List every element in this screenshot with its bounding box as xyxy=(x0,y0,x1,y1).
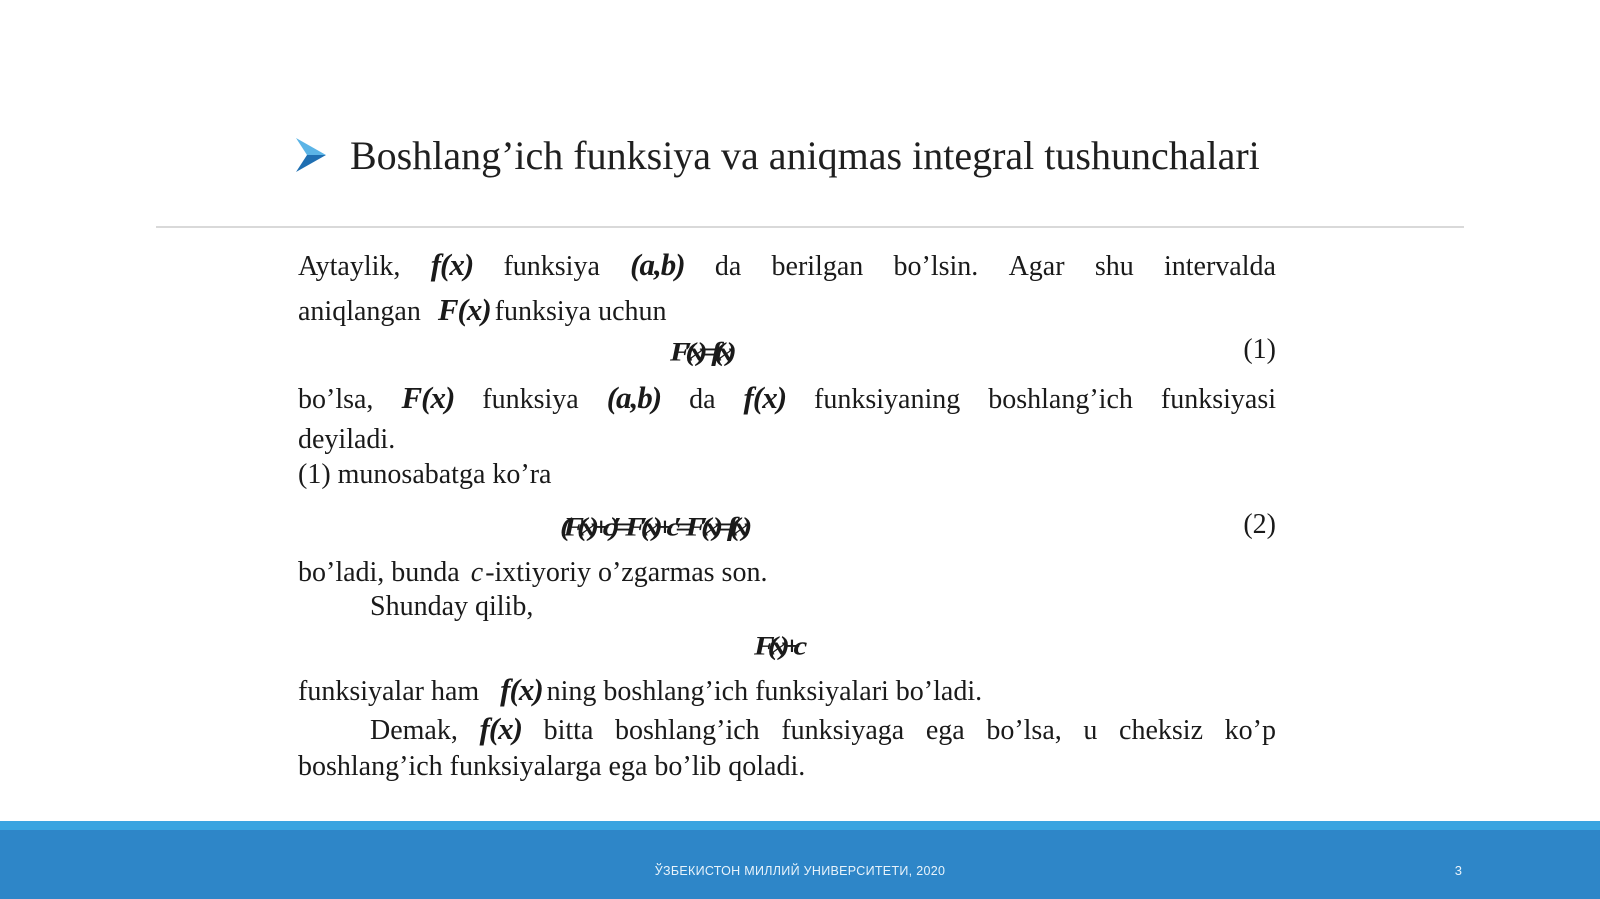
text-word: bo’lsin. xyxy=(893,251,979,282)
text-word: Agar xyxy=(1008,251,1065,282)
body-line-10: boshlang’ich funksiyalarga ega bo’lib qoladi. xyxy=(298,751,806,782)
text-word: funksiya xyxy=(482,384,579,415)
text-word: ega xyxy=(925,715,965,746)
text-word: funksiyasi xyxy=(1160,384,1276,415)
text-word: cheksiz xyxy=(1119,715,1203,746)
math-inline: f(x) xyxy=(500,672,543,707)
text-word: bo’lsa, xyxy=(298,384,374,415)
body-line-3 xyxy=(298,380,1276,416)
page-number: 3 xyxy=(1454,863,1462,878)
text-word: funksiya xyxy=(503,251,600,282)
text-word: funksiyaning xyxy=(814,384,961,415)
text-word: Demak, xyxy=(370,715,458,746)
equation-2-formula: (F(x)+c)′=F′(x)+c′=F′(x)=f(x) xyxy=(560,511,746,542)
body-line-6 xyxy=(298,557,1276,589)
body-line-9 xyxy=(298,711,1276,747)
slide-title: Boshlang’ich funksiya va aniqmas integral tushunchalari xyxy=(350,132,1260,178)
text-word: funksiyaga xyxy=(781,715,905,746)
equation-2 xyxy=(298,509,1276,549)
math-inline: f(x) xyxy=(743,380,787,415)
text-word: bitta xyxy=(543,715,594,746)
text-word: shu xyxy=(1094,251,1134,282)
body-line-4: deyiladi. xyxy=(298,424,396,455)
math-inline: F(x) xyxy=(401,380,455,415)
text-word: funksiya uchun xyxy=(494,296,667,327)
body-line-1 xyxy=(298,247,1276,283)
equation-3-formula: F(x)+c xyxy=(754,630,801,661)
title-divider xyxy=(156,226,1464,228)
text-word: aniqlangan xyxy=(298,296,421,327)
text-word: intervalda xyxy=(1164,251,1276,282)
body-line-7: Shunday qilib, xyxy=(370,591,534,622)
equation-1-formula: F′(x)=f(x) xyxy=(670,336,730,367)
text-word: Aytaylik, xyxy=(298,251,401,282)
footer-text: ЎЗБЕКИСТОН МИЛЛИЙ УНИВЕРСИТЕТИ, 2020 xyxy=(654,864,946,878)
text-word: ning boshlang’ich funksiyalari bo’ladi. xyxy=(546,676,983,707)
body-line-2 xyxy=(298,292,1276,328)
text-word: bo’ladi, bunda xyxy=(298,557,460,588)
text-word: ko’p xyxy=(1224,715,1276,746)
equation-1 xyxy=(298,334,1276,374)
text-word: da xyxy=(689,384,716,415)
text-word: funksiyalar ham xyxy=(298,676,480,707)
text-word: boshlang’ich xyxy=(615,715,760,746)
arrow-bullet-icon xyxy=(296,138,326,172)
slide-title-row xyxy=(296,130,1260,180)
math-inline: F(x) xyxy=(437,292,491,327)
math-inline: c xyxy=(470,557,484,588)
footer-accent-strip xyxy=(0,821,1600,830)
body-line-8 xyxy=(298,672,1276,708)
equation-1-number: (1) xyxy=(1243,334,1276,365)
text-word: bo’lsa, xyxy=(986,715,1062,746)
math-inline: (a,b) xyxy=(606,380,662,415)
body-line-5: (1) munosabatga ko’ra xyxy=(298,459,552,490)
math-inline: f(x) xyxy=(430,247,474,282)
text-word: berilgan xyxy=(771,251,864,282)
equation-2-number: (2) xyxy=(1243,509,1276,540)
equation-3 xyxy=(298,628,1276,668)
math-inline: (a,b) xyxy=(630,247,685,282)
text-word: u xyxy=(1083,715,1098,746)
text-word: boshlang’ich xyxy=(988,384,1133,415)
math-inline: f(x) xyxy=(479,711,522,746)
text-word: da xyxy=(714,251,742,282)
text-word: -ixtiyoriy o’zgarmas son. xyxy=(485,557,768,588)
